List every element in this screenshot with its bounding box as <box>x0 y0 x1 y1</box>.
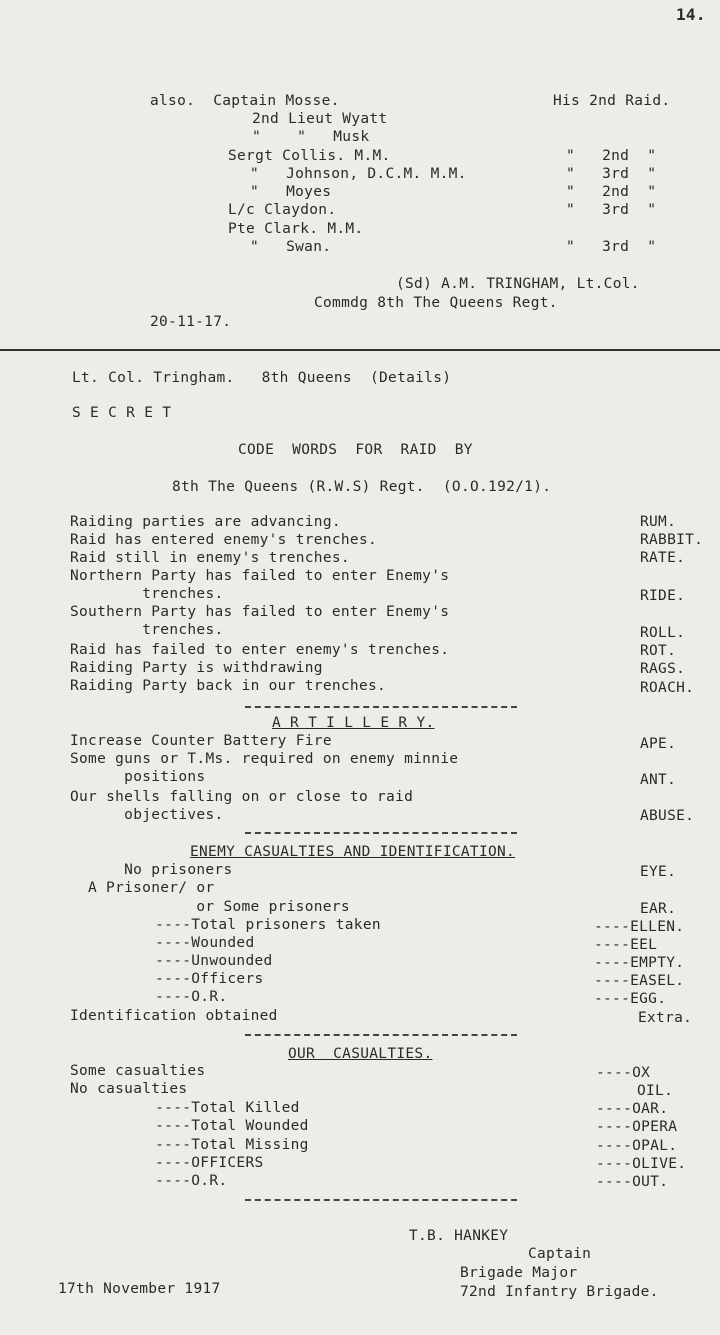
code-word: ----EEL <box>594 937 658 953</box>
code-description: No casualties <box>70 1081 188 1097</box>
enemy-casualties-heading: ENEMY CASUALTIES AND IDENTIFICATION. <box>190 844 516 860</box>
code-description: ----Wounded <box>110 935 255 951</box>
code-word: ----OAR. <box>596 1101 669 1117</box>
code-word: ----OPERA <box>596 1119 678 1135</box>
code-word: EAR. <box>640 901 677 917</box>
code-description: No prisoners <box>88 862 233 878</box>
artillery-heading: A R T I L L E R Y. <box>272 715 435 731</box>
code-word: ----EGG. <box>594 991 667 1007</box>
code-description: Raid has failed to enter enemy's trenches. <box>70 642 450 658</box>
code-word: APE. <box>640 736 677 752</box>
code-description: ----Unwounded <box>110 953 273 969</box>
dashed-separator <box>245 1034 517 1036</box>
code-description: ----O.R. <box>110 1173 228 1189</box>
code-description: Raid still in enemy's trenches. <box>70 550 350 566</box>
signatory-unit: 72nd Infantry Brigade. <box>460 1284 659 1300</box>
code-description: Raiding Party is withdrawing <box>70 660 323 676</box>
memo-signature: (Sd) A.M. TRINGHAM, Lt.Col. <box>396 276 640 292</box>
code-word: ABUSE. <box>640 808 695 824</box>
code-description: or Some prisoners <box>88 899 350 915</box>
code-word: OIL. <box>637 1083 674 1099</box>
code-description: ----OFFICERS <box>110 1155 264 1171</box>
code-description: ----Total Wounded <box>110 1118 309 1134</box>
code-description: positions <box>70 769 206 785</box>
code-description: Southern Party has failed to enter Enemy's <box>70 604 450 620</box>
our-casualties-heading: OUR CASUALTIES. <box>288 1046 433 1062</box>
code-description: Identification obtained <box>70 1008 278 1024</box>
memo-name-line: " Moyes <box>250 184 332 200</box>
code-description: Raiding Party back in our trenches. <box>70 678 387 694</box>
memo-name-line: 2nd Lieut Wyatt <box>252 111 388 127</box>
dashed-separator <box>245 832 517 834</box>
signatory-rank: Captain <box>528 1246 592 1262</box>
memo-name-line: also. Captain Mosse. <box>150 93 340 109</box>
memo-name-line: L/c Claydon. <box>228 202 337 218</box>
secret-label: S E C R E T <box>72 405 172 421</box>
section-divider <box>0 349 720 351</box>
closing-date: 17th November 1917 <box>58 1281 221 1297</box>
code-description: Some guns or T.Ms. required on enemy minnie <box>70 751 459 767</box>
code-word: ROLL. <box>640 625 686 641</box>
memo-name-line: " Swan. <box>250 239 332 255</box>
code-word: EYE. <box>640 864 677 880</box>
code-word: RABBIT. <box>640 532 704 548</box>
page-number: 14. <box>676 5 706 24</box>
memo-name-line: Pte Clark. M.M. <box>228 221 364 237</box>
code-description: Our shells falling on or close to raid <box>70 789 414 805</box>
code-word: RATE. <box>640 550 686 566</box>
memo-name-line: " " Musk <box>252 129 370 145</box>
memo-signature-title: Commdg 8th The Queens Regt. <box>314 295 558 311</box>
memo-raid-line: His 2nd Raid. <box>553 93 671 109</box>
memo-date: 20-11-17. <box>150 314 232 330</box>
code-word: ----OX <box>596 1065 651 1081</box>
signatory-role: Brigade Major <box>460 1265 578 1281</box>
signatory-name: T.B. HANKEY <box>409 1228 509 1244</box>
code-description: Increase Counter Battery Fire <box>70 733 332 749</box>
code-description: trenches. <box>70 586 224 602</box>
dashed-separator <box>245 706 517 708</box>
code-description: ----Total Missing <box>110 1137 309 1153</box>
code-word: RAGS. <box>640 661 686 677</box>
memo-raid-line: " 2nd " <box>566 148 657 164</box>
code-description: objectives. <box>70 807 224 823</box>
code-word: ROT. <box>640 643 677 659</box>
code-word: ANT. <box>640 772 677 788</box>
code-description: Some casualties <box>70 1063 206 1079</box>
code-description: Northern Party has failed to enter Enemy's <box>70 568 450 584</box>
code-word: RUM. <box>640 514 677 530</box>
code-word: ----ELLEN. <box>594 919 685 935</box>
document-subtitle: 8th The Queens (R.W.S) Regt. (O.O.192/1). <box>172 479 552 495</box>
code-word: RIDE. <box>640 588 686 604</box>
code-word: ----EASEL. <box>594 973 685 989</box>
memo-raid-line: " 2nd " <box>566 184 657 200</box>
code-description: ----O.R. <box>110 989 228 1005</box>
memo-raid-line: " 3rd " <box>566 166 657 182</box>
code-word: ----OLIVE. <box>596 1156 687 1172</box>
code-description: A Prisoner/ or <box>88 880 215 896</box>
code-word: ----OUT. <box>596 1174 669 1190</box>
memo-raid-line: " 3rd " <box>566 202 657 218</box>
code-word: ----EMPTY. <box>594 955 685 971</box>
code-description: trenches. <box>70 622 224 638</box>
code-word: Extra. <box>638 1010 693 1026</box>
code-description: ----Officers <box>110 971 264 987</box>
code-word: ROACH. <box>640 680 695 696</box>
code-description: Raid has entered enemy's trenches. <box>70 532 378 548</box>
memo-raid-line: " 3rd " <box>566 239 657 255</box>
memo-name-line: " Johnson, D.C.M. M.M. <box>250 166 467 182</box>
code-description: ----Total Killed <box>110 1100 300 1116</box>
code-word: ----OPAL. <box>596 1138 678 1154</box>
from-line: Lt. Col. Tringham. 8th Queens (Details) <box>72 370 452 386</box>
document-title: CODE WORDS FOR RAID BY <box>238 442 473 458</box>
memo-name-line: Sergt Collis. M.M. <box>228 148 391 164</box>
dashed-separator <box>245 1199 517 1201</box>
code-description: Raiding parties are advancing. <box>70 514 341 530</box>
code-description: ----Total prisoners taken <box>110 917 381 933</box>
